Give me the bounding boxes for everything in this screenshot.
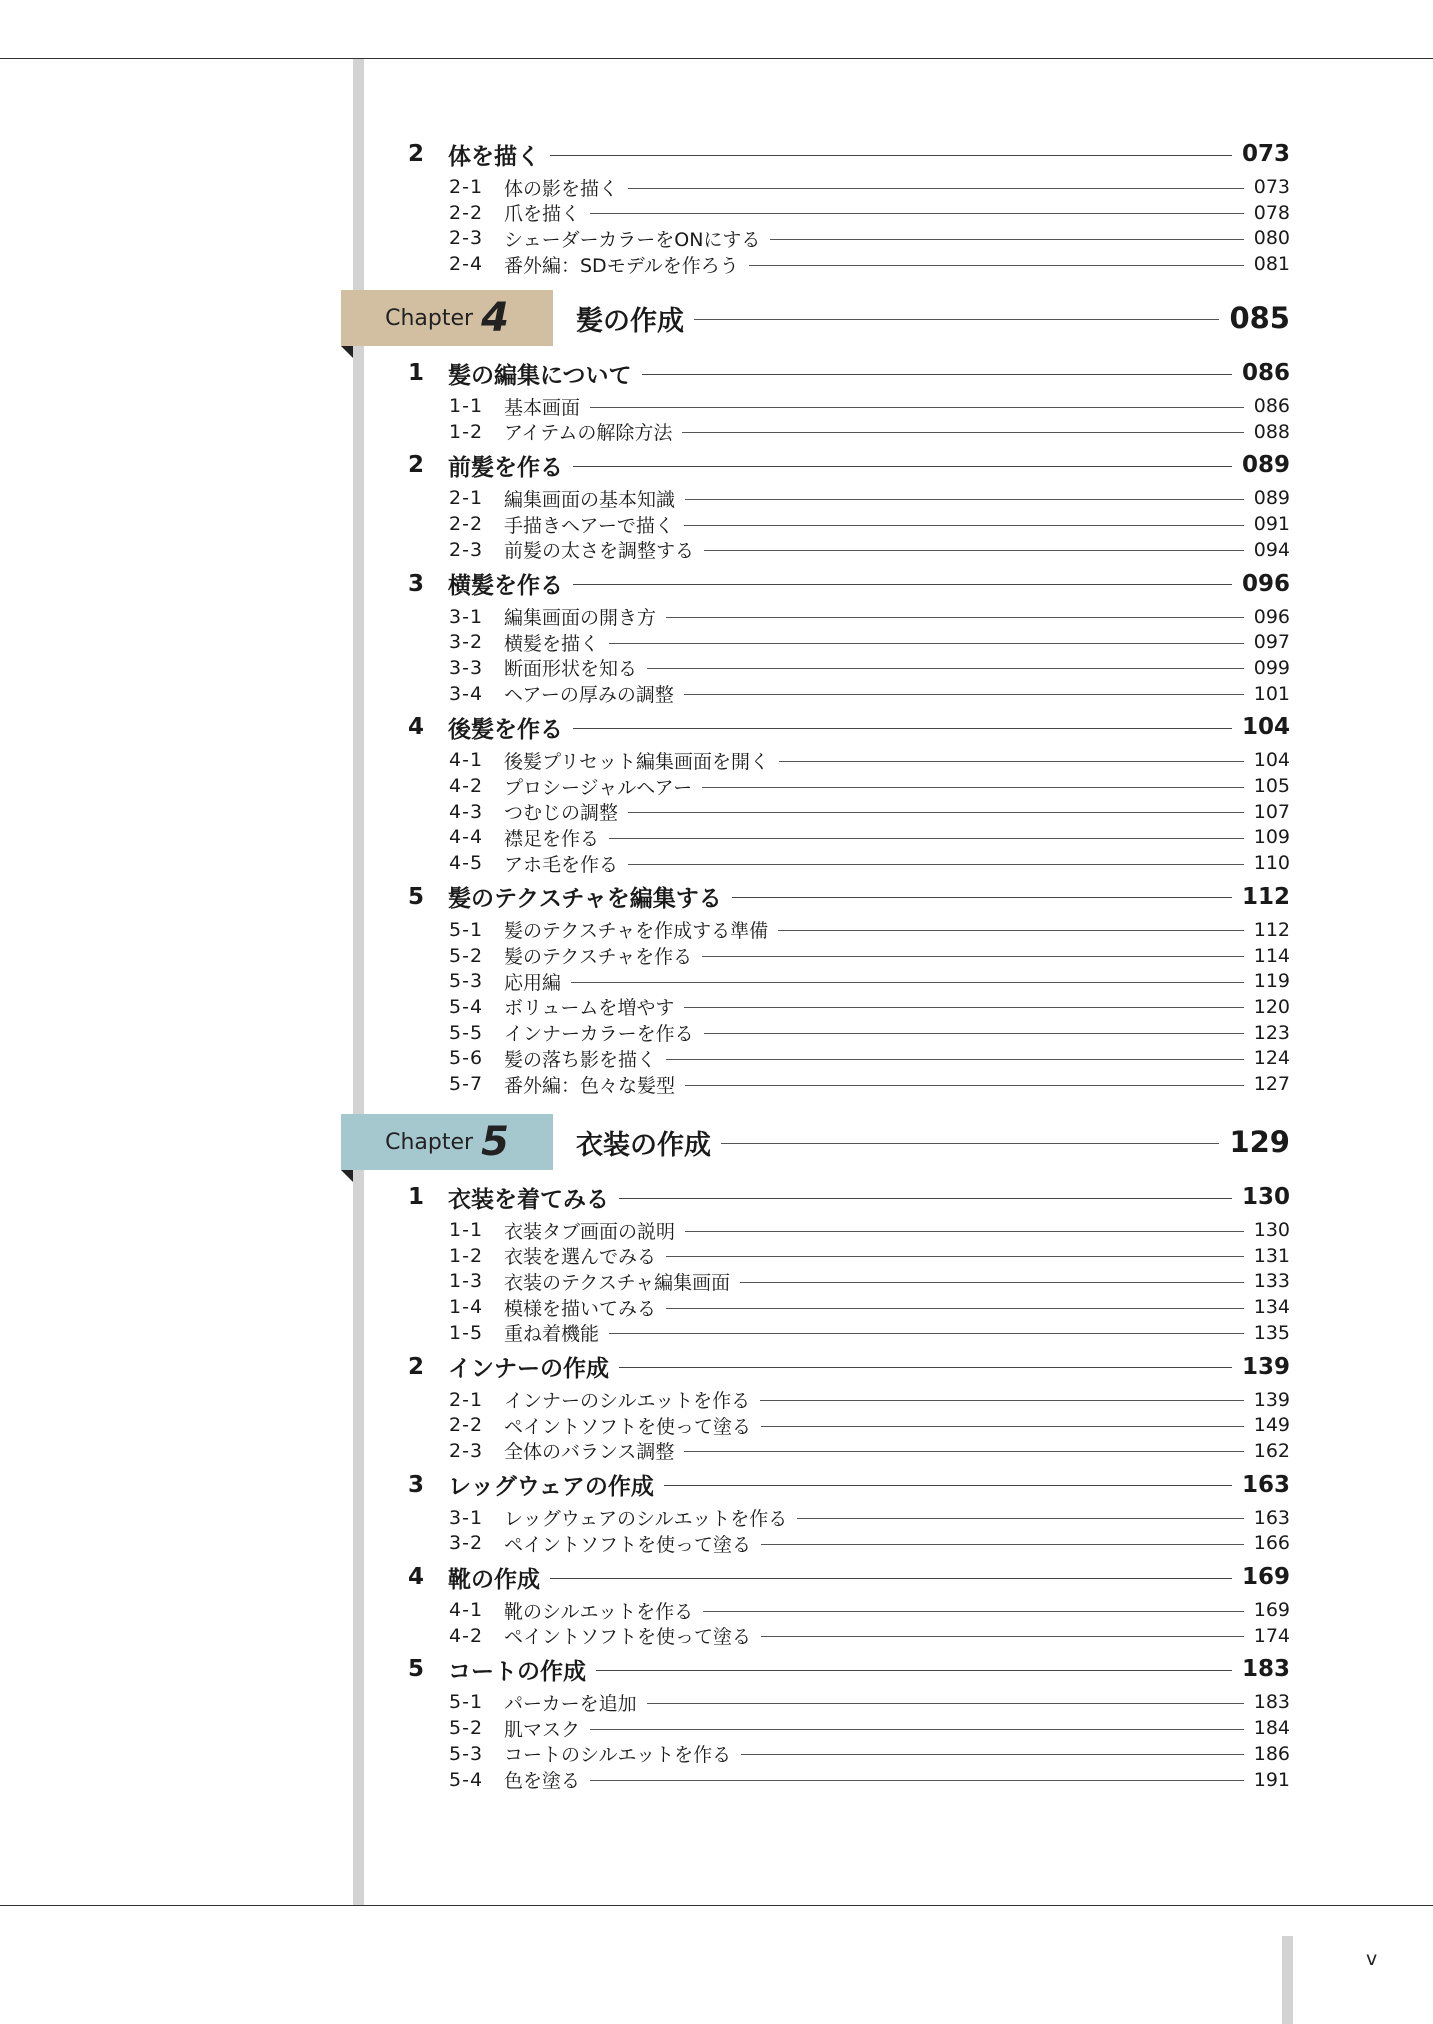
item-page: 174 (1253, 1624, 1290, 1647)
toc-item-row[interactable] (449, 1071, 1290, 1097)
leader-line (778, 930, 1244, 931)
item-number: 2-3 (449, 538, 484, 561)
toc-item-row[interactable] (449, 917, 1290, 943)
leader-line (609, 838, 1244, 839)
leader-line (684, 694, 1244, 695)
toc-item-row[interactable] (449, 629, 1290, 655)
leader-line (647, 1703, 1244, 1704)
leader-line (628, 864, 1244, 865)
toc-item-row[interactable] (449, 1387, 1290, 1413)
item-title: ボリュームを増やす (504, 997, 675, 1020)
toc-item-row[interactable] (449, 1294, 1290, 1320)
leader-line (684, 525, 1244, 526)
toc-section-row[interactable] (408, 1652, 1290, 1686)
chapter-page: 129 (1229, 1125, 1290, 1159)
item-title: 髪のテクスチャを作成する準備 (504, 920, 769, 943)
item-page: 086 (1253, 395, 1290, 417)
toc-section-row[interactable] (408, 1560, 1290, 1594)
item-page: 094 (1253, 538, 1290, 561)
leader-line (779, 761, 1244, 762)
item-title: ペイントソフトを使って塗る (504, 1533, 752, 1556)
item-number: 4-2 (449, 1624, 484, 1647)
toc-item-row[interactable] (449, 1623, 1290, 1649)
leader-line (732, 897, 1232, 898)
item-number: 2-1 (449, 487, 484, 510)
section-page: 130 (1241, 1184, 1290, 1210)
item-title: 前髪の太さを調整する (504, 540, 695, 563)
section-number: 3 (408, 1471, 425, 1498)
leader-line (571, 982, 1244, 983)
leader-line (721, 1143, 1219, 1144)
leader-line (628, 188, 1244, 189)
item-page: 127 (1253, 1073, 1290, 1095)
toc-section-row[interactable] (408, 1468, 1290, 1502)
toc-item-row[interactable] (449, 681, 1290, 707)
leader-line (760, 1400, 1244, 1401)
leader-line (666, 1256, 1244, 1257)
item-number: 2-1 (449, 176, 484, 198)
leader-line (702, 956, 1244, 957)
section-number: 2 (408, 1353, 425, 1380)
item-page: 135 (1253, 1321, 1290, 1344)
item-page: 096 (1253, 605, 1290, 628)
item-number: 5-4 (449, 1768, 484, 1791)
item-page: 131 (1253, 1244, 1290, 1267)
leader-line (590, 407, 1244, 408)
toc-item-row[interactable] (449, 1689, 1290, 1715)
item-title: 肌マスク (504, 1718, 581, 1741)
toc-item-row[interactable] (449, 824, 1290, 850)
section-number: 1 (408, 1184, 425, 1210)
item-number: 1-1 (449, 395, 484, 417)
section-title: 衣装を着てみる (448, 1186, 609, 1213)
item-number: 5-3 (449, 970, 484, 993)
item-title: プロシージャルヘアー (504, 776, 693, 799)
item-title: 爪を描く (504, 203, 581, 226)
item-page: 105 (1253, 775, 1290, 797)
leader-line (694, 319, 1219, 320)
item-title: 手描きヘアーで描く (504, 514, 674, 537)
item-number: 5-2 (449, 1717, 484, 1740)
section-number: 1 (408, 360, 425, 386)
item-page: 191 (1253, 1768, 1290, 1791)
leader-line (741, 1754, 1244, 1755)
toc-section-row[interactable] (408, 137, 1290, 171)
leader-line (609, 643, 1244, 644)
item-page: 104 (1253, 749, 1290, 772)
leader-line (573, 584, 1232, 585)
toc-item-row[interactable] (449, 968, 1290, 994)
item-number: 3-2 (449, 1532, 484, 1555)
item-page: 109 (1253, 826, 1290, 849)
item-page: 120 (1253, 995, 1290, 1018)
section-title: 後髪を作る (448, 716, 563, 743)
toc-item-row[interactable] (449, 1741, 1290, 1767)
section-title: 体を描く (448, 143, 540, 170)
leader-line (609, 1333, 1244, 1334)
section-title: 前髪を作る (448, 454, 563, 481)
toc-item-row[interactable] (449, 1243, 1290, 1269)
section-page: 096 (1241, 570, 1290, 597)
item-title: ペイントソフトを使って塗る (504, 1415, 752, 1438)
leader-line (666, 1308, 1244, 1309)
leader-line (761, 1426, 1244, 1427)
item-page: 107 (1253, 800, 1290, 823)
item-title: 番外編：SDモデルを作ろう (504, 254, 739, 277)
item-title: 基本画面 (504, 396, 581, 419)
toc-item-row[interactable] (449, 511, 1290, 537)
toc-item-row[interactable] (449, 419, 1290, 445)
item-title: 衣装を選んでみる (504, 1246, 657, 1269)
item-page: 124 (1253, 1047, 1290, 1070)
item-number: 5-1 (449, 918, 484, 941)
section-page: 163 (1241, 1471, 1290, 1498)
item-number: 4-1 (449, 1599, 484, 1621)
top-rule (0, 58, 1433, 59)
item-page: 078 (1253, 201, 1290, 224)
item-page: 123 (1253, 1021, 1290, 1044)
toc-item-row[interactable] (449, 1020, 1290, 1046)
item-number: 3-2 (449, 631, 484, 654)
item-title: アイテムの解除方法 (504, 422, 673, 445)
item-page: 080 (1253, 227, 1290, 250)
item-title: 全体のバランス調整 (504, 1441, 675, 1464)
leader-line (573, 728, 1232, 729)
section-title: 横髪を作る (448, 573, 563, 599)
toc-item-row[interactable] (449, 251, 1290, 277)
item-title: 襟足を作る (504, 827, 600, 850)
item-title: 色を塗る (504, 1770, 581, 1792)
item-number: 1-2 (449, 1244, 484, 1267)
bottom-rule (0, 1905, 1433, 1906)
item-title: アホ毛を作る (504, 853, 619, 876)
leader-line (761, 1544, 1244, 1545)
toc-item-row[interactable] (449, 1268, 1290, 1294)
toc-item-row[interactable] (449, 537, 1290, 563)
section-number: 2 (408, 452, 425, 479)
item-number: 3-4 (449, 682, 484, 705)
section-number: 3 (408, 570, 425, 597)
chapter-title-row[interactable] (576, 290, 1290, 346)
item-title: 番外編：色々な髪型 (504, 1074, 676, 1097)
chapter-title: 衣装の作成 (576, 1129, 711, 1161)
item-title: 体の影を描く (504, 177, 619, 200)
item-number: 2-2 (449, 201, 484, 224)
toc-item-row[interactable] (449, 850, 1290, 876)
toc-item-row[interactable] (449, 994, 1290, 1020)
leader-line (619, 1198, 1232, 1199)
item-title: 重ね着機能 (504, 1323, 600, 1346)
item-number: 1-5 (449, 1321, 484, 1344)
item-title: つむじの調整 (504, 802, 619, 825)
leader-line (702, 787, 1244, 788)
item-number: 5-5 (449, 1021, 484, 1044)
section-number: 2 (408, 141, 425, 167)
chapter-title: 髪の作成 (576, 305, 684, 337)
toc-item-row[interactable] (449, 747, 1290, 773)
leader-line (619, 1367, 1232, 1368)
section-page: 089 (1241, 452, 1290, 479)
item-page: 114 (1253, 944, 1290, 967)
section-title: コートの作成 (448, 1658, 586, 1685)
toc-item-row[interactable] (449, 1715, 1290, 1741)
toc-item-row[interactable] (449, 943, 1290, 969)
item-number: 4-2 (449, 775, 484, 797)
section-page: 104 (1241, 714, 1290, 741)
section-page: 073 (1241, 141, 1290, 167)
item-number: 2-4 (449, 253, 484, 276)
chapter-label: Chapter (385, 1129, 474, 1155)
item-page: 110 (1253, 852, 1290, 875)
chapter-tab[interactable] (341, 1114, 553, 1170)
toc-item-row[interactable] (449, 799, 1290, 825)
toc-item-row[interactable] (449, 1412, 1290, 1438)
leader-line (685, 1085, 1244, 1086)
chapter-number: 5 (481, 1119, 509, 1165)
toc-item-row[interactable] (449, 485, 1290, 511)
item-title: 模様を描いてみる (504, 1297, 657, 1320)
item-page: 089 (1253, 487, 1290, 510)
item-title: 髪の落ち影を描く (504, 1048, 657, 1071)
toc-item-row[interactable] (449, 1530, 1290, 1556)
item-page: 186 (1253, 1742, 1290, 1765)
leader-line (628, 812, 1244, 813)
section-number: 5 (408, 883, 425, 910)
item-number: 5-1 (449, 1691, 484, 1714)
item-page: 169 (1253, 1599, 1290, 1621)
leader-line (573, 466, 1232, 467)
item-title: インナーのシルエットを作る (504, 1390, 751, 1412)
item-number: 4-1 (449, 749, 484, 772)
section-title: 髪のテクスチャを編集する (448, 886, 722, 913)
leader-line (761, 1636, 1244, 1637)
leader-line (770, 239, 1243, 240)
page-folio: v (1366, 1948, 1378, 1970)
section-number: 4 (408, 1564, 425, 1590)
item-number: 5-7 (449, 1073, 484, 1095)
toc-item-row[interactable] (449, 174, 1290, 200)
item-page: 099 (1253, 656, 1290, 679)
leader-line (666, 617, 1244, 618)
item-number: 2-3 (449, 1439, 484, 1462)
section-page: 139 (1241, 1353, 1290, 1380)
leader-line (664, 1485, 1232, 1486)
section-title: レッグウェアの作成 (448, 1474, 654, 1501)
item-title: 髪のテクスチャを作る (504, 946, 693, 968)
toc-item-row[interactable] (449, 1045, 1290, 1071)
leader-line (704, 550, 1244, 551)
tab-notch-icon (341, 346, 353, 358)
item-number: 1-3 (449, 1270, 484, 1293)
item-title: ペイントソフトを使って塗る (504, 1626, 752, 1649)
leader-line (684, 1007, 1243, 1008)
toc-item-row[interactable] (449, 1438, 1290, 1464)
item-title: 衣装タブ画面の説明 (504, 1220, 676, 1243)
item-title: レッグウェアのシルエットを作る (504, 1508, 788, 1531)
leader-line (642, 374, 1232, 375)
section-number: 5 (408, 1656, 425, 1683)
item-title: 編集画面の開き方 (504, 607, 657, 629)
item-page: 130 (1253, 1219, 1290, 1241)
toc-item-row[interactable] (449, 1217, 1290, 1243)
item-title: シェーダーカラーをONにする (504, 228, 761, 251)
leader-line (684, 1451, 1243, 1452)
section-page: 169 (1241, 1564, 1290, 1590)
item-number: 3-3 (449, 656, 484, 679)
item-number: 2-2 (449, 1414, 484, 1437)
section-title: 髪の編集について (448, 362, 632, 389)
item-page: 163 (1253, 1506, 1290, 1529)
leader-line (749, 265, 1244, 266)
leader-line (550, 155, 1232, 156)
toc-section-row[interactable] (408, 448, 1290, 482)
toc-item-row[interactable] (449, 604, 1290, 630)
toc-item-row[interactable] (449, 200, 1290, 226)
item-number: 4-5 (449, 852, 484, 875)
section-number: 4 (408, 714, 425, 741)
item-number: 5-4 (449, 995, 484, 1018)
leader-line (596, 1670, 1232, 1671)
leader-line (550, 1578, 1232, 1579)
chapter-page: 085 (1229, 301, 1290, 335)
item-number: 5-2 (449, 944, 484, 967)
item-number: 2-2 (449, 513, 484, 536)
toc-item-row[interactable] (449, 393, 1290, 419)
item-page: 112 (1253, 918, 1290, 941)
item-title: 後髪プリセット編集画面を開く (504, 750, 770, 773)
toc-section-row[interactable] (408, 710, 1290, 744)
toc-section-row[interactable] (408, 1350, 1290, 1384)
toc-section-row[interactable] (408, 880, 1290, 914)
tab-notch-icon (341, 1170, 353, 1182)
chapter-title-row[interactable] (576, 1114, 1290, 1170)
toc-section-row[interactable] (408, 567, 1290, 601)
toc-section-row[interactable] (408, 1180, 1290, 1214)
item-title: 断面形状を知る (504, 658, 638, 681)
section-page: 183 (1241, 1656, 1290, 1683)
item-title: インナーカラーを作る (504, 1023, 694, 1046)
item-page: 183 (1253, 1691, 1290, 1714)
item-number: 1-2 (449, 420, 484, 443)
leader-line (704, 1033, 1244, 1034)
item-page: 134 (1253, 1296, 1290, 1319)
item-number: 2-3 (449, 227, 484, 250)
toc-item-row[interactable] (449, 773, 1290, 799)
item-number: 4-4 (449, 826, 484, 849)
leader-line (682, 432, 1243, 433)
item-page: 166 (1253, 1532, 1290, 1555)
section-page: 086 (1241, 360, 1290, 386)
item-page: 149 (1253, 1414, 1290, 1437)
leader-line (647, 668, 1244, 669)
item-page: 184 (1253, 1717, 1290, 1740)
leader-line (590, 1729, 1244, 1730)
item-page: 119 (1253, 970, 1290, 993)
toc-item-row[interactable] (449, 1597, 1290, 1623)
toc-item-row[interactable] (449, 225, 1290, 251)
item-number: 2-1 (449, 1388, 484, 1411)
item-number: 5-6 (449, 1047, 484, 1070)
item-page: 073 (1253, 176, 1290, 198)
item-title: 靴のシルエットを作る (504, 1600, 694, 1623)
leader-line (740, 1282, 1244, 1283)
item-number: 3-1 (449, 605, 484, 628)
toc-item-row[interactable] (449, 655, 1290, 681)
item-title: 応用編 (504, 971, 562, 994)
item-page: 133 (1253, 1270, 1290, 1293)
item-page: 139 (1253, 1388, 1290, 1411)
leader-line (685, 1231, 1244, 1232)
chapter-tab[interactable] (341, 290, 553, 346)
leader-line (797, 1518, 1244, 1519)
chapter-label: Chapter (385, 305, 474, 331)
leader-line (685, 499, 1244, 500)
section-page: 112 (1241, 883, 1290, 910)
item-title: パーカーを追加 (504, 1692, 637, 1715)
leader-line (666, 1059, 1244, 1060)
toc-section-row[interactable] (408, 356, 1290, 390)
item-number: 3-1 (449, 1506, 484, 1529)
item-page: 081 (1253, 253, 1290, 276)
item-page: 091 (1253, 513, 1290, 536)
toc-item-row[interactable] (449, 1320, 1290, 1346)
folio-bar (1282, 1936, 1293, 2024)
item-title: 横髪を描く (504, 632, 600, 655)
item-title: 編集画面の基本知識 (504, 488, 676, 511)
chapter-number: 4 (481, 295, 509, 341)
item-number: 1-4 (449, 1296, 484, 1319)
section-title: 靴の作成 (448, 1566, 540, 1593)
item-page: 097 (1253, 631, 1290, 654)
leader-line (590, 213, 1244, 214)
item-title: ヘアーの厚みの調整 (504, 684, 674, 707)
section-title: インナーの作成 (448, 1356, 609, 1382)
item-page: 101 (1253, 682, 1290, 705)
toc-item-row[interactable] (449, 1505, 1290, 1531)
leader-line (703, 1611, 1244, 1612)
item-number: 1-1 (449, 1219, 484, 1241)
item-number: 5-3 (449, 1742, 484, 1765)
leader-line (590, 1780, 1244, 1781)
item-number: 4-3 (449, 800, 484, 823)
item-title: 衣装のテクスチャ編集画面 (504, 1271, 731, 1294)
toc-item-row[interactable] (449, 1767, 1290, 1793)
item-title: コートのシルエットを作る (504, 1744, 732, 1767)
item-page: 088 (1253, 420, 1290, 443)
item-page: 162 (1253, 1439, 1290, 1462)
